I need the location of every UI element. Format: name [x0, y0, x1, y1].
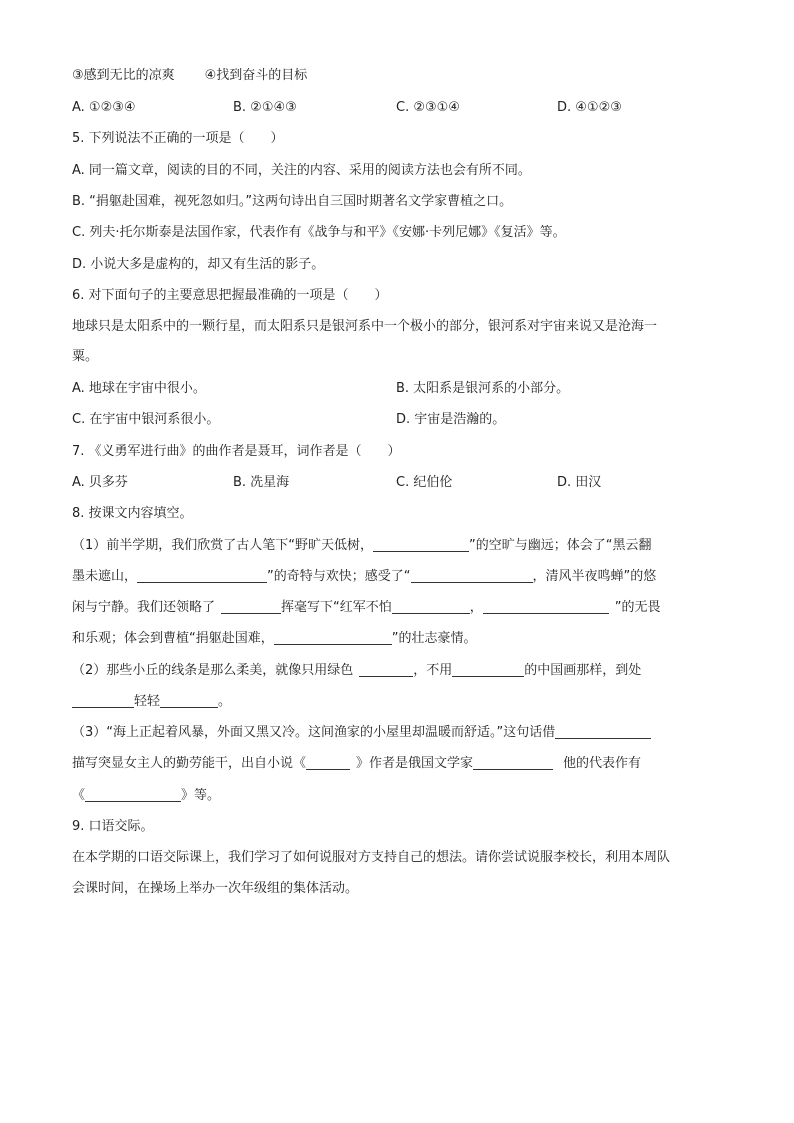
fill-blank[interactable]: [392, 599, 470, 614]
fill-blank[interactable]: [411, 568, 533, 583]
fill-blank[interactable]: [72, 693, 134, 708]
q8-part2-line2: 轻轻 。: [72, 692, 231, 712]
q6-passage-line-1: 地球只是太阳系中的一颗行星，而太阳系只是银河系中一个极小的部分，银河系对宇宙来说又是沧海一: [72, 319, 658, 334]
fill-blank[interactable]: [306, 755, 350, 770]
q6-option-c: C. 在宇宙中银河系很小。: [72, 412, 220, 427]
q8-stem: 8. 按课文内容填空。: [72, 506, 193, 521]
q7-option-a: A. 贝多芬: [72, 475, 128, 490]
fill-blank[interactable]: [359, 662, 413, 677]
fill-blank[interactable]: [452, 662, 524, 677]
fill-blank[interactable]: [85, 787, 181, 802]
fill-blank[interactable]: [473, 755, 553, 770]
q6-option-a: A. 地球在宇宙中很小。: [72, 381, 206, 396]
q4-item-3: ③感到无比的凉爽: [72, 68, 175, 83]
q4-items-row: [72, 66, 307, 86]
q8-part3-line3: 《 》等。: [72, 788, 221, 803]
q4-option-c: C. ②③①④: [396, 100, 460, 115]
q6-option-d: D. 宇宙是浩瀚的。: [396, 412, 506, 427]
q9-prompt-line-1: 在本学期的口语交际课上，我们学习了如何说服对方支持自己的想法。请你尝试说服李校长，利用本周队: [72, 850, 671, 865]
q5-stem: 5. 下列说法不正确的一项是（ ）: [72, 131, 284, 146]
q7-option-b: B. 冼星海: [233, 475, 290, 490]
q8-part1-line1: （1）前半学期，我们欣赏了古人笔下“野旷天低树， ”的空旷与幽远；体会了“黑云翻: [72, 538, 652, 553]
q5-option-a: A. 同一篇文章，阅读的目的不同，关注的内容、采用的阅读方法也会有所不同。: [72, 163, 531, 178]
q8-part1-line3: 闲与宁静。我们还领略了 挥毫写下“红军不怕 ， ”的无畏: [72, 600, 661, 615]
q5-option-c: C. 列夫·托尔斯泰是法国作家，代表作有《战争与和平》《安娜·卡列尼娜》《复活》等。: [72, 225, 566, 240]
q7-option-d: D. 田汉: [557, 475, 602, 490]
q4-option-a: A. ①②③④: [72, 100, 136, 115]
q6-stem: 6. 对下面句子的主要意思把握最准确的一项是（ ）: [72, 288, 388, 303]
fill-blank[interactable]: [555, 724, 651, 739]
q8-part1-line2: 墨未遮山， ”的奇特与欢快；感受了“ ，清风半夜鸣蝉”的悠: [72, 569, 657, 584]
q6-passage-line-2: 粟。: [72, 349, 99, 364]
q9-prompt-line-2: 会课时间，在操场上举办一次年级组的集体活动。: [72, 881, 359, 896]
q4-option-d: D. ④①②③: [557, 100, 622, 115]
fill-blank[interactable]: [274, 630, 392, 645]
q5-option-d: D. 小说大多是虚构的，却又有生活的影子。: [72, 257, 325, 272]
q6-option-b: B. 太阳系是银河系的小部分。: [396, 381, 570, 396]
q8-part3-line1: （3）“海上正起着风暴，外面又黑又冷。这间渔家的小屋里却温暖而舒适。”这句话借: [72, 723, 651, 743]
fill-blank[interactable]: [373, 537, 469, 552]
q5-option-b: B. “捐躯赴国难，视死忽如归。”这两句诗出自三国时期著名文学家曹植之口。: [72, 194, 513, 209]
fill-blank[interactable]: [160, 693, 218, 708]
q7-stem: 7. 《义勇军进行曲》的曲作者是聂耳，词作者是（ ）: [72, 444, 401, 459]
q9-stem: 9. 口语交际。: [72, 819, 154, 834]
fill-blank[interactable]: [221, 599, 281, 614]
fill-blank[interactable]: [137, 568, 267, 583]
q8-part3-line2: 描写突显女主人的勤劳能干，出自小说《 》作者是俄国文学家 他的代表作有: [72, 756, 642, 771]
q4-item-4: ④找到奋斗的目标: [204, 68, 308, 83]
q8-part1-line4: 和乐观；体会到曹植“捐躯赴国难， ”的壮志豪情。: [72, 631, 477, 646]
q7-option-c: C. 纪伯伦: [396, 475, 453, 490]
q4-option-b: B. ②①④③: [233, 100, 297, 115]
fill-blank[interactable]: [483, 599, 609, 614]
q8-part2-line1: （2）那些小丘的线条是那么柔美，就像只用绿色 ，不用 的中国画那样，到处: [72, 663, 642, 678]
